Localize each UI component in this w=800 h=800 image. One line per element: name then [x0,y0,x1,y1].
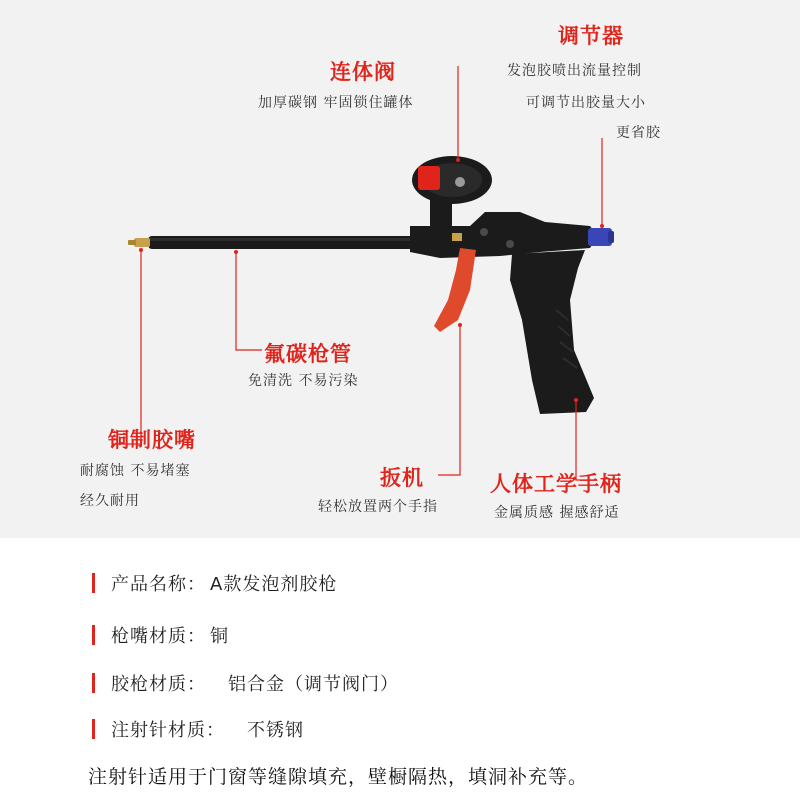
regulator-title: 调节器 [558,24,624,48]
nozzle-desc-1: 耐腐蚀 不易堵塞 [80,463,191,479]
handle-title: 人体工学手柄 [490,472,622,496]
spec-row-nozzle-material [92,620,229,650]
spec-value: A款发泡剂胶枪 [210,574,338,595]
usage-note: 注射针适用于门窗等缝隙填充，壁橱隔热，填洞补充等。 [88,766,589,788]
barrel-title: 氟碳枪管 [264,342,352,366]
spec-label: 产品名称： [111,574,206,595]
gun-handle [510,250,594,414]
spec-bullet-bar [92,625,95,645]
spec-bullet-bar [92,573,95,593]
spec-value: 铝合金（调节阀门） [228,674,399,695]
spec-value: 铜 [210,626,229,647]
regulator-desc-1: 发泡胶喷出流量控制 [507,63,642,79]
barrel-desc: 免清洗 不易污染 [248,373,359,389]
valve-desc: 加厚碳钢 牢固锁住罐体 [258,95,414,111]
spec-label: 注射针材质： [111,720,225,741]
valve-title: 连体阀 [330,60,396,84]
spec-bullet-bar [92,673,95,693]
handle-desc: 金属质感 握感舒适 [494,505,620,521]
barrel [148,236,418,249]
spec-label: 枪嘴材质： [111,626,206,647]
trigger [434,248,476,332]
spec-row-product-name [92,568,337,598]
spec-row-needle-material [92,714,304,744]
trigger-desc: 轻松放置两个手指 [318,499,438,515]
spec-label: 胶枪材质： [111,674,206,695]
spec-bullet-bar [92,719,95,739]
regulator-desc-3: 更省胶 [616,125,661,141]
trigger-title: 扳机 [380,466,424,490]
spec-row-gun-material [92,668,399,698]
nozzle-title: 铜制胶嘴 [108,428,196,452]
nozzle-desc-2: 经久耐用 [80,493,140,509]
regulator-desc-2: 可调节出胶量大小 [526,95,646,111]
spec-value: 不锈钢 [247,720,304,741]
brass-nozzle [134,238,150,247]
